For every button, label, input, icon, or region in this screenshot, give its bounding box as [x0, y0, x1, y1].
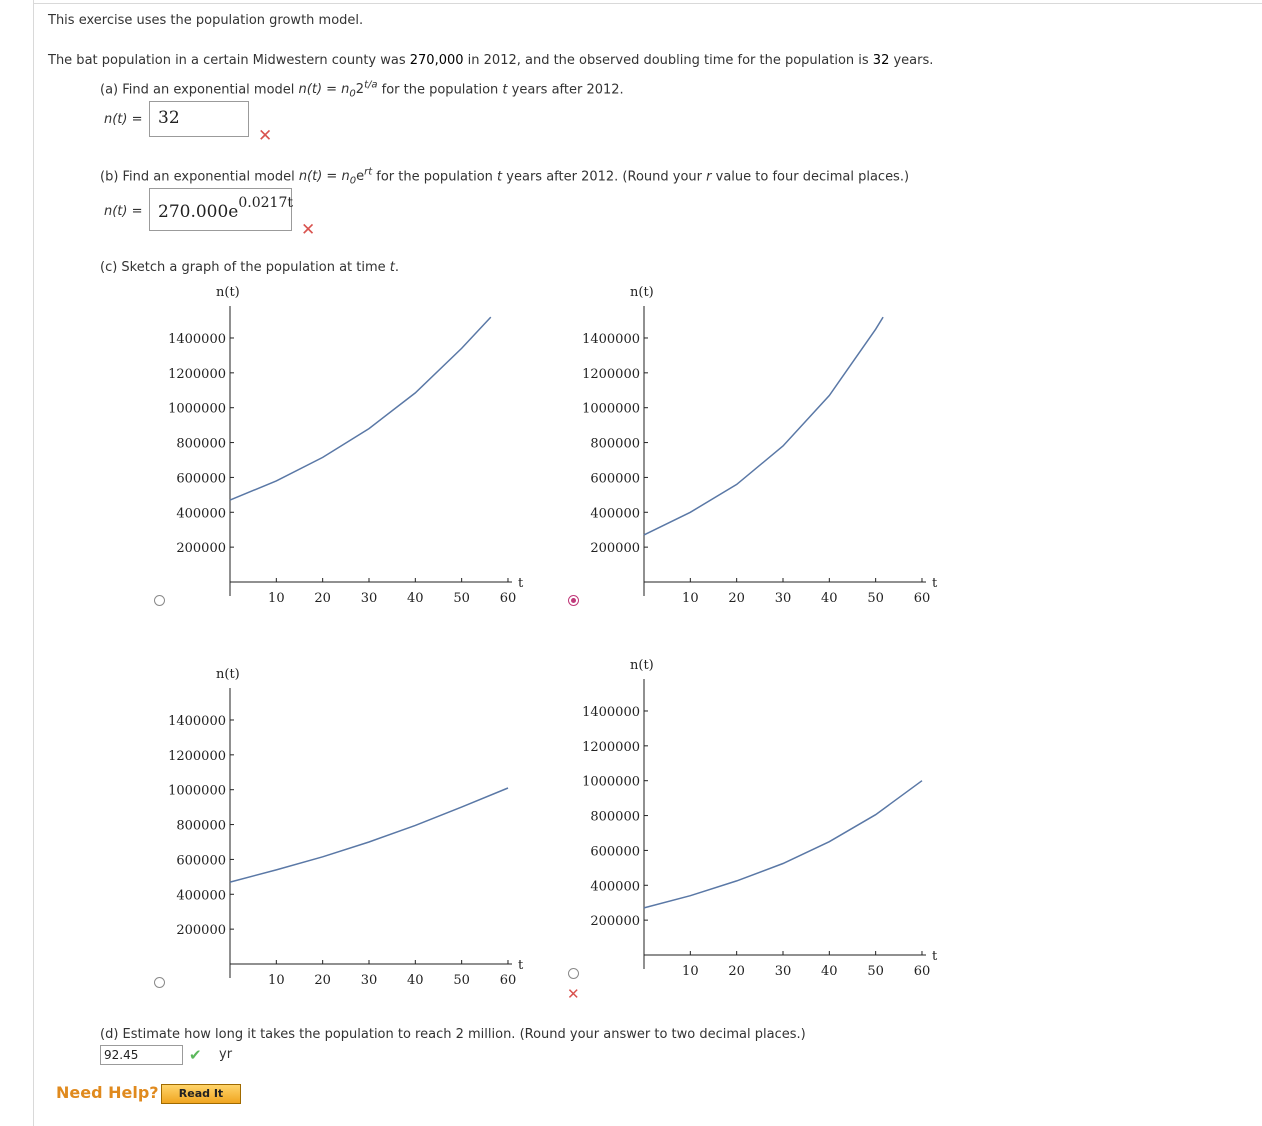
part-b-prompt-start: (b) Find an exponential model	[100, 169, 299, 185]
x-tick-label: 50	[867, 964, 884, 979]
part-d-answer-input[interactable]: 92.45	[100, 1045, 183, 1065]
graph-option-4-radio[interactable]	[568, 968, 579, 979]
part-a-model-sub: 0	[349, 88, 356, 100]
graph-option-4-wrong-icon: ✕	[567, 985, 580, 1003]
population-value: 270,000	[409, 53, 464, 68]
graph-option-1-radio[interactable]	[154, 595, 165, 606]
y-tick-label: 600000	[176, 471, 226, 487]
x-tick-label: 40	[407, 973, 424, 988]
part-b-answer-label: n(t) =	[104, 204, 143, 219]
problem-statement	[48, 53, 933, 68]
part-b-model-base: e	[356, 169, 365, 185]
y-tick-label: 600000	[590, 471, 640, 487]
part-b-answer-box[interactable]	[149, 188, 292, 231]
need-help-label: Need Help?	[56, 1083, 159, 1102]
x-axis-label: t	[932, 949, 938, 964]
y-tick-label: 1400000	[582, 331, 640, 347]
x-tick-label: 30	[774, 964, 792, 979]
part-b-answer-exp: 0.0217t	[238, 195, 293, 211]
population-curve	[644, 317, 883, 535]
x-tick-label: 50	[867, 591, 884, 606]
part-c-t-var: t	[389, 260, 395, 275]
x-tick-label: 30	[360, 591, 378, 606]
part-b-wrong-icon: ✕	[301, 220, 316, 240]
y-tick-label: 1200000	[168, 366, 226, 382]
y-tick-label: 1000000	[168, 783, 226, 799]
y-tick-label: 1200000	[582, 739, 640, 755]
doubling-value: 32	[872, 53, 890, 68]
x-tick-label: 10	[682, 964, 699, 979]
y-tick-label: 400000	[590, 506, 640, 522]
x-tick-label: 10	[268, 973, 285, 988]
x-tick-label: 30	[774, 591, 792, 606]
part-a-answer-box[interactable]: 32	[149, 101, 249, 137]
part-b-t-var: t	[497, 169, 503, 185]
x-tick-label: 40	[407, 591, 424, 606]
population-curve	[644, 781, 922, 908]
part-b-prompt-tail: value to four decimal places.)	[711, 169, 910, 185]
x-tick-label: 20	[314, 591, 331, 606]
x-tick-label: 10	[682, 591, 699, 606]
part-a-prompt-tail: years after 2012.	[507, 82, 624, 98]
graph-svg	[160, 662, 540, 992]
x-axis-label: t	[932, 576, 938, 591]
y-tick-label: 800000	[590, 436, 640, 452]
part-c-prompt-text: (c) Sketch a graph of the population at time	[100, 260, 390, 275]
y-tick-label: 1400000	[168, 713, 226, 729]
y-tick-label: 1200000	[168, 748, 226, 764]
y-tick-label: 1000000	[582, 774, 640, 790]
x-axis-label: t	[518, 958, 524, 973]
part-b-model-label: n(t) = n	[298, 169, 350, 185]
part-c-prompt	[100, 260, 399, 275]
y-tick-label: 1000000	[168, 401, 226, 417]
x-axis-label: t	[518, 576, 524, 591]
x-tick-label: 60	[499, 591, 517, 606]
problem-text-after: years.	[889, 53, 934, 68]
population-curve	[230, 317, 491, 500]
part-a-prompt-start: (a) Find an exponential model	[100, 82, 299, 98]
read-it-button[interactable]: Read It	[161, 1084, 241, 1104]
graph-svg	[160, 280, 540, 610]
y-tick-label: 400000	[176, 888, 226, 904]
x-tick-label: 20	[728, 964, 745, 979]
x-tick-label: 10	[268, 591, 285, 606]
y-tick-label: 1200000	[582, 366, 640, 382]
part-b-model-sub: 0	[349, 175, 357, 187]
graph-svg	[574, 653, 954, 983]
part-a-prompt	[100, 80, 624, 100]
y-tick-label: 200000	[590, 541, 640, 557]
x-tick-label: 60	[499, 973, 517, 988]
graph-option-4	[574, 653, 954, 983]
part-b-model-exp: rt	[364, 167, 373, 178]
page-border-top	[33, 3, 1262, 4]
y-tick-label: 600000	[176, 853, 226, 869]
y-tick-label: 400000	[176, 506, 226, 522]
y-tick-label: 1400000	[168, 331, 226, 347]
part-c-period: .	[394, 260, 400, 275]
population-curve	[230, 788, 508, 882]
x-tick-label: 60	[913, 591, 931, 606]
y-tick-label: 800000	[176, 818, 226, 834]
intro-text: This exercise uses the population growth model.	[48, 13, 364, 28]
y-axis-label: n(t)	[630, 658, 654, 673]
part-b-prompt-end: for the population	[372, 169, 498, 185]
graph-option-3	[160, 662, 540, 992]
y-axis-label: n(t)	[630, 285, 654, 300]
part-a-model-exp: t/a	[364, 80, 378, 91]
graph-option-2-radio[interactable]	[568, 595, 579, 606]
part-d-unit: yr	[219, 1047, 233, 1062]
y-axis-label: n(t)	[216, 667, 240, 682]
y-axis-label: n(t)	[216, 285, 240, 300]
problem-text-before: The bat population in a certain Midwestern county was	[48, 53, 410, 68]
part-a-t-var: t	[502, 82, 508, 98]
part-b-model	[298, 167, 373, 187]
y-tick-label: 200000	[176, 541, 226, 557]
part-a-wrong-icon: ✕	[258, 126, 273, 146]
part-a-model-base: 2	[355, 82, 365, 98]
graph-svg	[574, 280, 954, 610]
graph-option-1	[160, 280, 540, 610]
x-tick-label: 40	[821, 964, 838, 979]
x-tick-label: 50	[453, 973, 470, 988]
part-a-prompt-end: for the population	[377, 82, 503, 98]
part-b-r-var: r	[706, 169, 712, 185]
x-tick-label: 50	[453, 591, 470, 606]
x-tick-label: 60	[913, 964, 931, 979]
part-a-model	[298, 80, 378, 100]
y-tick-label: 800000	[176, 436, 226, 452]
page-border-left	[33, 0, 34, 1126]
part-a-model-label: n(t) = n	[298, 82, 350, 98]
part-b-prompt	[100, 167, 909, 187]
part-d-prompt: (d) Estimate how long it takes the population to reach 2 million. (Round your answer to two decimal places.)	[100, 1027, 806, 1042]
y-tick-label: 200000	[590, 914, 640, 930]
part-b-prompt-mid: years after 2012. (Round your	[502, 169, 707, 185]
graph-option-3-radio[interactable]	[154, 977, 165, 988]
x-tick-label: 20	[314, 973, 331, 988]
y-tick-label: 1000000	[582, 401, 640, 417]
problem-text-mid: in 2012, and the observed doubling time for the population is	[463, 53, 873, 68]
y-tick-label: 400000	[590, 879, 640, 895]
x-tick-label: 30	[360, 973, 378, 988]
x-tick-label: 40	[821, 591, 838, 606]
x-tick-label: 20	[728, 591, 745, 606]
part-b-answer-base: 270.000e	[158, 202, 239, 222]
y-tick-label: 200000	[176, 923, 226, 939]
y-tick-label: 1400000	[582, 704, 640, 720]
y-tick-label: 600000	[590, 844, 640, 860]
part-d-correct-icon: ✔	[189, 1046, 202, 1064]
graph-option-2	[574, 280, 954, 610]
part-a-answer-label: n(t) =	[104, 112, 143, 127]
y-tick-label: 800000	[590, 809, 640, 825]
